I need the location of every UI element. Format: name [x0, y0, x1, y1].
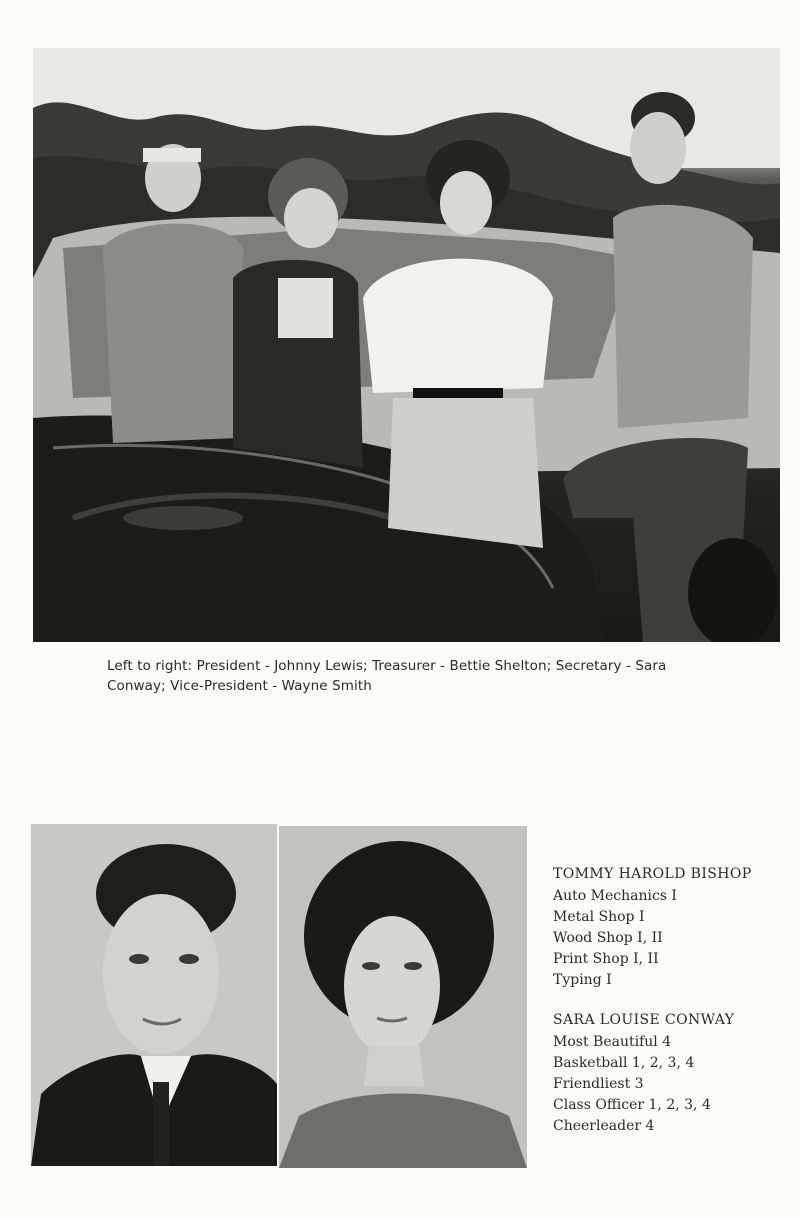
activity-item: Friendliest 3 [553, 1076, 644, 1092]
activity-item: Auto Mechanics I [553, 888, 677, 904]
class-officers-photo [33, 48, 780, 642]
activity-item: Wood Shop I, II [553, 930, 663, 946]
caption-line-2: Conway; Vice-President - Wayne Smith [107, 678, 372, 694]
portrait-tommy-bishop [31, 824, 277, 1166]
activity-item: Most Beautiful 4 [553, 1034, 672, 1050]
student-name: TOMMY HAROLD BISHOP [553, 866, 752, 882]
student-name: SARA LOUISE CONWAY [553, 1012, 735, 1028]
portrait-sara-conway [279, 826, 527, 1168]
portrait-tommy-bishop-drawing [31, 824, 277, 1166]
photo-caption [107, 656, 727, 696]
activity-item: Typing I [553, 972, 612, 988]
bio-sara-conway [553, 1010, 773, 1137]
activity-item: Class Officer 1, 2, 3, 4 [553, 1097, 711, 1113]
portrait-sara-conway-drawing [279, 826, 527, 1168]
activity-item: Metal Shop I [553, 909, 645, 925]
activity-item: Basketball 1, 2, 3, 4 [553, 1055, 695, 1071]
class-officers-photo-drawing [33, 48, 780, 642]
bio-tommy-bishop [553, 864, 773, 991]
activity-item: Cheerleader 4 [553, 1118, 655, 1134]
activity-item: Print Shop I, II [553, 951, 659, 967]
caption-line-1: Left to right: President - Johnny Lewis; Treasurer - Bettie Shelton; Secretary - Sara [107, 658, 667, 674]
